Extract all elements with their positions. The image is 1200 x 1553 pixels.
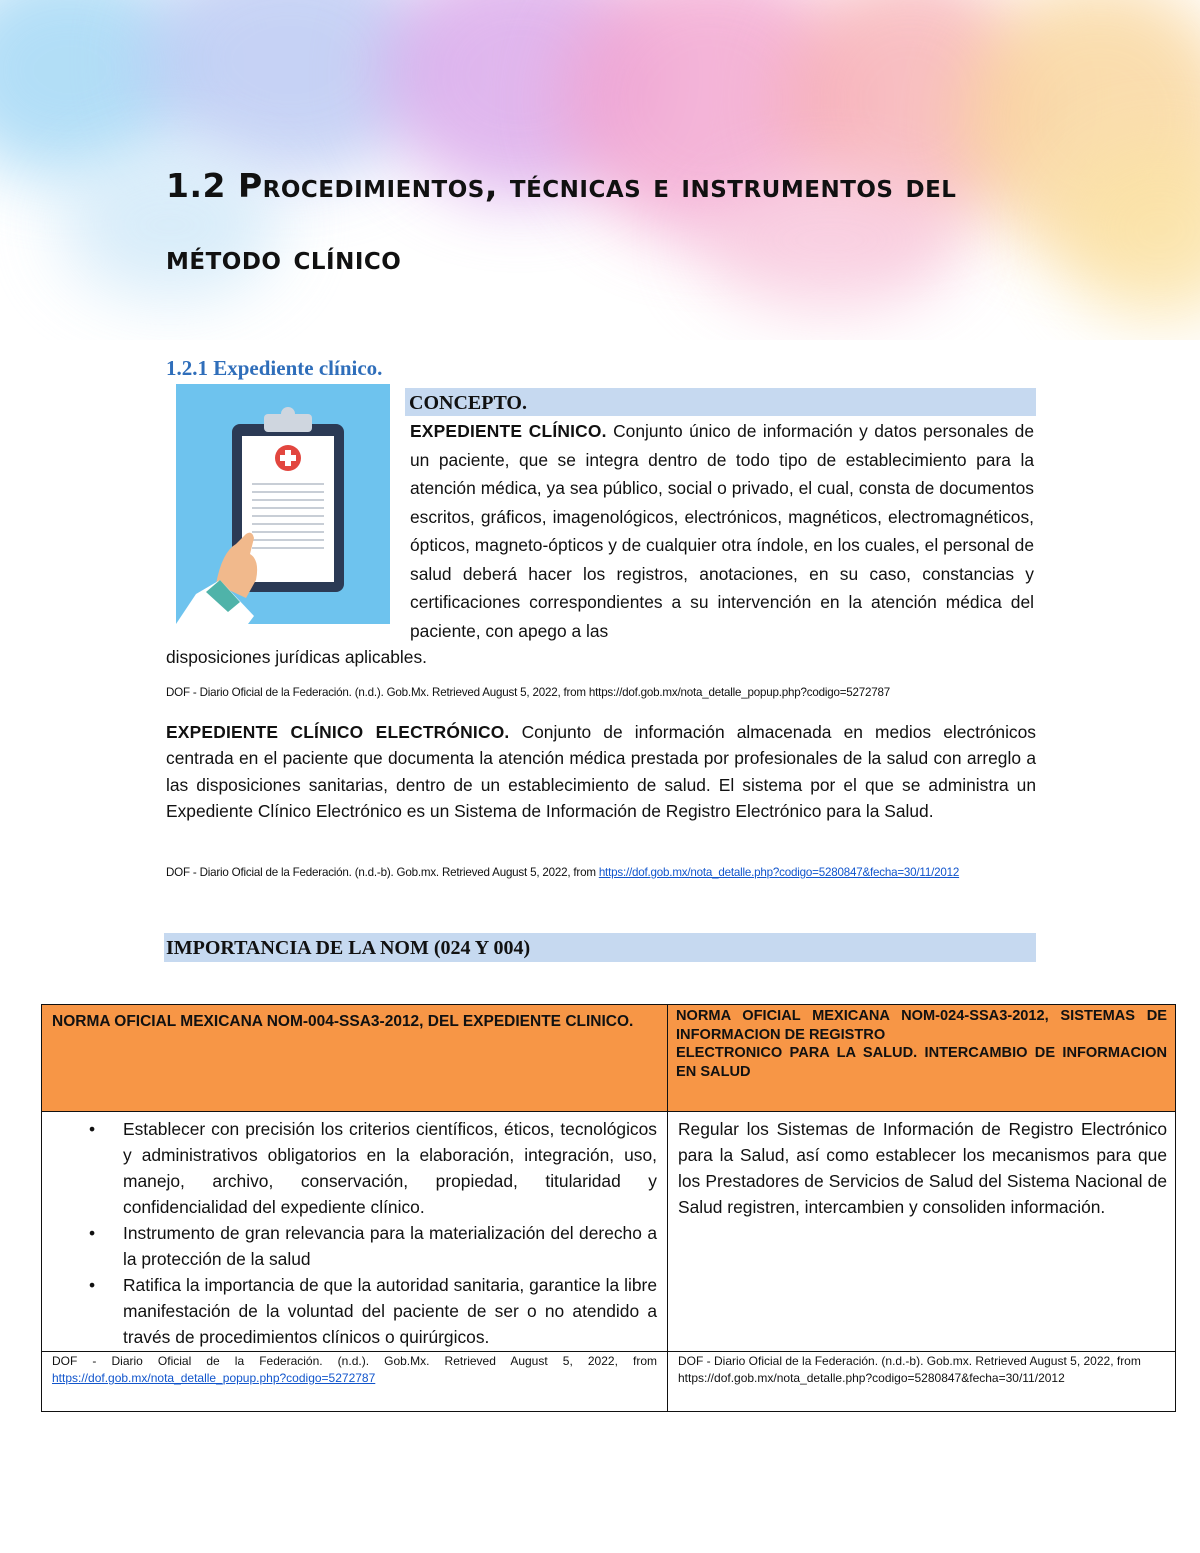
clipboard-medical-icon [176,384,390,624]
nom-004-bullet-list [52,1116,657,1350]
list-item: • Instrumento de gran relevancia para la materialización del derecho a la protección de la salud [52,1220,657,1272]
nom-004-citation [42,1352,668,1412]
expediente-electronico-definition [166,719,1036,825]
nom-024-content: Regular los Sistemas de Información de Registro Electrónico para la Salud, así como establecer los mecanismos para que los Prestadores de Servicios de Salud del Sistema Nacional de Salud registren, intercambien y consoliden información. [668,1112,1176,1352]
expediente-clinico-definition [410,417,1034,645]
expediente-clinico-text: Conjunto único de información y datos personales de un paciente, que se integra dentro de todo tipo de establecimiento para la atención médica, ya sea público, social o privado, el cual, consta de documentos escritos, gráficos, imagenológicos, electrónicos, magnéticos, electromagnéticos, ópticos, magneto-ópticos y de cualquier otra índole, en los cuales, el personal de salud deberá hacer los registros, anotaciones, en su caso, constancias y certificaciones correspondientes a su intervención en la atención médica del paciente, con apego a las [410,421,1034,641]
citation-electronico [166,866,959,879]
nom-004-citation-prefix: DOF - Diario Oficial de la Federación. (n.d.). Gob.Mx. Retrieved August 5, 2022, from [52,1354,657,1368]
expediente-electronico-term: EXPEDIENTE CLÍNICO ELECTRÓNICO. [166,722,510,742]
expediente-clinico-term: EXPEDIENTE CLÍNICO. [410,421,607,441]
table-row [42,1112,1176,1352]
expediente-electronico-text: Conjunto de información almacenada en medios electrónicos centrada en el paciente que documenta la atención médica prestada por profesionales de la salud con arreglo a las disposiciones sanitarias, dentro de un establecimiento de salud. El sistema por el que se administra un Expediente Clínico Electrónico es un Sistema de Información de Registro Electrónico para la Salud. [166,722,1036,822]
header-nom-024-line1: NORMA OFICIAL MEXICANA NOM-024-SSA3-2012, SISTEMAS DE INFORMACION DE REGISTRO [676,1008,1167,1043]
expediente-clinico-text-tail: disposiciones jurídicas aplicables. [166,647,427,667]
citation-electronico-link[interactable]: https://dof.gob.mx/nota_detalle.php?codigo=5280847&fecha=30/11/2012 [598,866,960,879]
nom-004-citation-link[interactable]: https://dof.gob.mx/nota_detalle_popup.php?codigo=5272787 [52,1371,376,1385]
section-heading: 1.2.1 Expediente clínico. [166,356,383,380]
header-nom-024 [668,1005,1176,1112]
nom-024-citation: DOF - Diario Oficial de la Federación. (n.d.-b). Gob.mx. Retrieved August 5, 2022, from https://dof.gob.mx/nota_detalle.php?codigo=5280847&fecha=30/11/2012 [668,1352,1176,1412]
table-header-row [42,1005,1176,1112]
nom-comparison-table [41,1004,1176,1412]
header-nom-024-line2: ELECTRONICO PARA LA SALUD. INTERCAMBIO DE INFORMACION EN SALUD [676,1045,1167,1080]
list-item: • Ratifica la importancia de que la autoridad sanitaria, garantice la libre manifestación de la voluntad del paciente de ser o no atendido a través de procedimientos clínicos o quirúrgicos. [52,1272,657,1350]
list-item: • Establecer con precisión los criterios científicos, éticos, tecnológicos y administrativos obligatorios en la elaboración, integración, uso, manejo, archivo, conservación, propiedad, titularidad y confidencialidad del expediente clínico. [52,1116,657,1220]
importancia-band: IMPORTANCIA DE LA NOM (024 Y 004) [164,933,1036,962]
table-citation-row [42,1352,1176,1412]
header-nom-004: NORMA OFICIAL MEXICANA NOM-004-SSA3-2012, DEL EXPEDIENTE CLINICO. [42,1005,668,1112]
citation-electronico-prefix: DOF - Diario Oficial de la Federación. (n.d.-b). Gob.mx. Retrieved August 5, 2022, from [166,866,599,879]
citation-concepto: DOF - Diario Oficial de la Federación. (n.d.). Gob.Mx. Retrieved August 5, 2022, from https://dof.gob.mx/nota_detalle_popup.php?codigo=5272787 [166,686,891,699]
concepto-band: CONCEPTO. [405,388,1036,416]
page-title: 1.2 Procedimientos, técnicas e instrumentos del método clínico [166,166,957,277]
nom-004-content [42,1112,668,1352]
